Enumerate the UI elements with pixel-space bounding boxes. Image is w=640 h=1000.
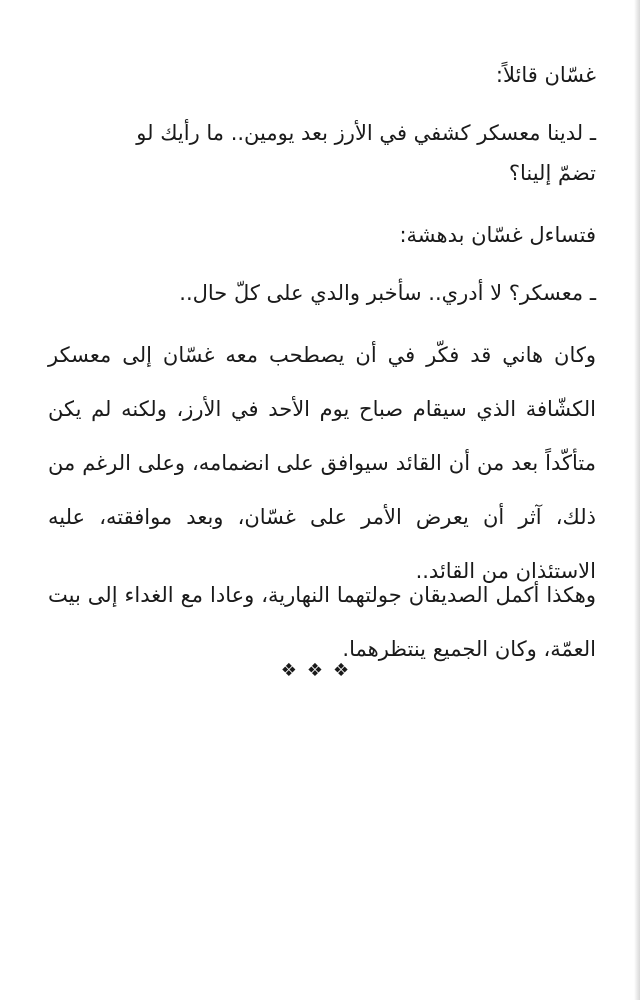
dialogue-line-2: ـ معسكر؟ لا أدري.. سأخبر والدي على كلّ حال.. [179,281,596,305]
page-edge-shadow [634,0,640,1000]
narrative-paragraph-1: وكان هاني قد فكّر في أن يصطحب معه غسّان إلى معسكر الكشّافة الذي سيقام صباح يوم الأحد في الأرز، ولكنه لم يكن متأكّداً بعد من أن القائد سيوافق على انضمامه، وعلى الرغم من ذلك، آثر أن يعرض الأمر على غسّان، وبعد موافقته، عليه الاستئذان من القائد.. [48,343,596,583]
section-break-ornament: ❖❖❖ [280,660,360,681]
narration-question-line: فتساءل غسّان بدهشة: [399,223,596,247]
dialogue-intro-line: غسّان قائلاً: [495,63,596,87]
narrative-paragraph-2: وهكذا أكمل الصديقان جولتهما النهارية، وعادا مع الغداء إلى بيت العمّة، وكان الجميع ينتظرهما. [48,583,596,661]
dialogue-line-1-continued: تضمّ إلينا؟ [508,161,596,185]
dialogue-line-1: ـ لدينا معسكر كشفي في الأرز بعد يومين.. ما رأيك لو [136,121,596,145]
